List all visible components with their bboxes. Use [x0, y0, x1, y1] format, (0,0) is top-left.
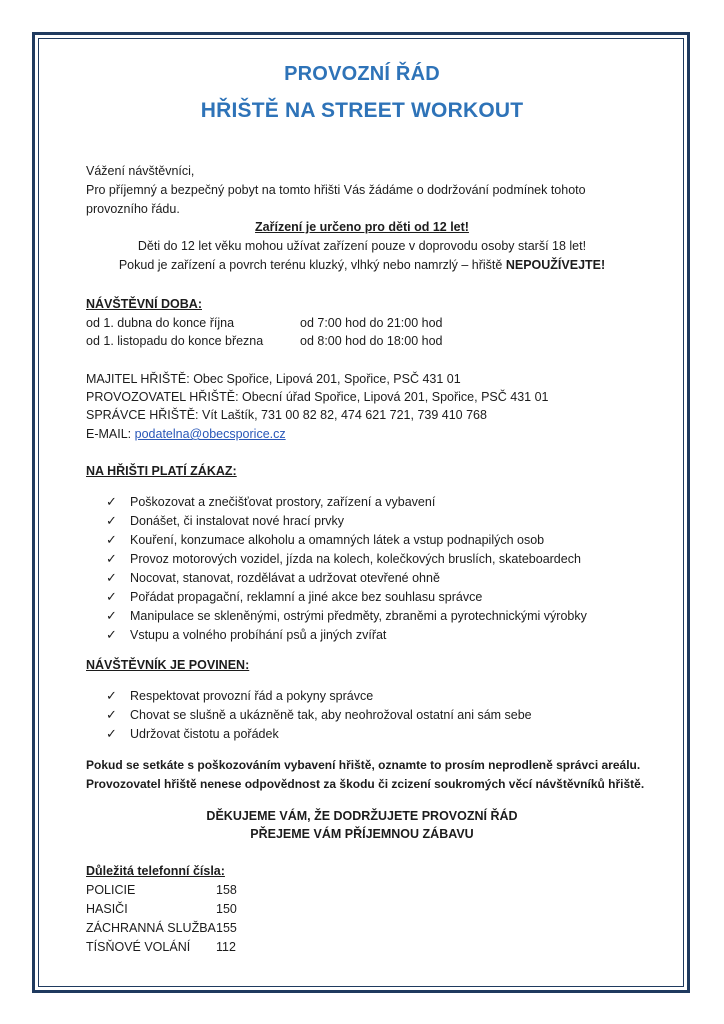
phone-number-ambulance: 155 [216, 921, 237, 935]
check-icon: ✓ [106, 513, 117, 528]
check-icon: ✓ [106, 707, 117, 722]
damage-notice: Pokud se setkáte s poškozováním vybavení hřiště, oznamte to prosím neprodleně správci areálu. [86, 758, 641, 772]
prohibited-item: Donášet, či instalovat nové hrací prvky [130, 514, 344, 528]
duty-item: Chovat se slušně a ukázněně tak, aby neohrožoval ostatní ani sám sebe [130, 708, 532, 722]
phone-number-emergency: 112 [216, 940, 236, 954]
phones-heading: Důležitá telefonní čísla: [86, 864, 225, 878]
email-label: E-MAIL: [86, 427, 132, 441]
operator-info: PROVOZOVATEL HŘIŠTĚ: Obecní úřad Spořice, Lipová 201, Spořice, PSČ 431 01 [86, 390, 549, 404]
owner-info: MAJITEL HŘIŠTĚ: Obec Spořice, Lipová 201, Spořice, PSČ 431 01 [86, 372, 461, 386]
check-icon: ✓ [106, 532, 117, 547]
phone-name-ambulance: ZÁCHRANNÁ SLUŽBA [86, 921, 216, 935]
hours-time-winter: od 8:00 hod do 18:00 hod [300, 334, 443, 348]
phone-name-firefighters: HASIČI [86, 902, 128, 916]
prohibited-item: Pořádat propagační, reklamní a jiné akce bez souhlasu správce [130, 590, 483, 604]
document-subtitle: HŘIŠTĚ NA STREET WORKOUT [200, 99, 524, 122]
check-icon: ✓ [106, 608, 117, 623]
duties-heading: NÁVŠTĚVNÍK JE POVINEN: [86, 658, 250, 672]
email-link[interactable]: podatelna@obecsporice.cz [134, 427, 286, 441]
hours-heading: NÁVŠTĚVNÍ DOBA: [86, 297, 202, 311]
intro-line-2: provozního řádu. [86, 202, 180, 216]
check-icon: ✓ [106, 627, 117, 642]
duty-item: Respektovat provozní řád a pokyny správce [130, 689, 374, 703]
phone-number-police: 158 [216, 883, 237, 897]
check-icon: ✓ [106, 726, 117, 741]
document-title: PROVOZNÍ ŘÁD [284, 63, 440, 85]
prohibited-heading: NA HŘIŠTI PLATÍ ZÁKAZ: [86, 464, 237, 478]
prohibited-item: Kouření, konzumace alkoholu a omamných látek a vstup podnapilých osob [130, 533, 545, 547]
greeting: Vážení návštěvníci, [86, 164, 195, 178]
phone-number-firefighters: 150 [216, 902, 237, 916]
hours-period-winter: od 1. listopadu do konce března [86, 334, 264, 348]
prohibited-item: Manipulace se skleněnými, ostrými předměty, zbraněmi a pyrotechnickými výrobky [130, 609, 587, 623]
closing-wish: PŘEJEME VÁM PŘÍJEMNOU ZÁBAVU [250, 827, 474, 841]
hours-time-summer: od 7:00 hod do 21:00 hod [300, 316, 443, 330]
prohibited-item: Poškozovat a znečišťovat prostory, zařízení a vybavení [130, 495, 436, 509]
hours-period-summer: od 1. dubna do konce října [86, 316, 235, 330]
slippery-warning [0, 257, 724, 273]
slippery-warning-emphasis: NEPOUŽÍVEJTE! [505, 258, 606, 272]
check-icon: ✓ [106, 494, 117, 509]
check-icon: ✓ [106, 551, 117, 566]
prohibited-item: Nocovat, stanovat, rozdělávat a udržovat otevřené ohně [130, 571, 440, 585]
age-supervision: Děti do 12 let věku mohou užívat zařízení pouze v doprovodu osoby starší 18 let! [137, 239, 587, 253]
liability-notice: Provozovatel hřiště nenese odpovědnost za škodu či zcizení soukromých věcí návštěvníků hřiště. [86, 777, 645, 791]
age-notice: Zařízení je určeno pro děti od 12 let! [255, 220, 469, 234]
prohibited-item: Provoz motorových vozidel, jízda na kolech, kolečkových bruslích, skateboardech [130, 552, 581, 566]
email-line [86, 426, 286, 442]
duty-item: Udržovat čistotu a pořádek [130, 727, 279, 741]
check-icon: ✓ [106, 589, 117, 604]
admin-info: SPRÁVCE HŘIŠTĚ: Vít Laštík, 731 00 82 82, 474 621 721, 739 410 768 [86, 408, 487, 422]
slippery-warning-text: Pokud je zařízení a povrch terénu kluzký, vlhký nebo namrzlý – hřiště [118, 258, 503, 272]
phone-name-emergency: TÍSŇOVÉ VOLÁNÍ [86, 940, 191, 954]
intro-line-1: Pro příjemný a bezpečný pobyt na tomto hřišti Vás žádáme o dodržování podmínek tohoto [86, 183, 586, 197]
phone-name-police: POLICIE [86, 883, 136, 897]
check-icon: ✓ [106, 688, 117, 703]
prohibited-item: Vstupu a volného probíhání psů a jiných zvířat [130, 628, 387, 642]
closing-thanks: DĚKUJEME VÁM, ŽE DODRŽUJETE PROVOZNÍ ŘÁD [206, 809, 518, 823]
check-icon: ✓ [106, 570, 117, 585]
